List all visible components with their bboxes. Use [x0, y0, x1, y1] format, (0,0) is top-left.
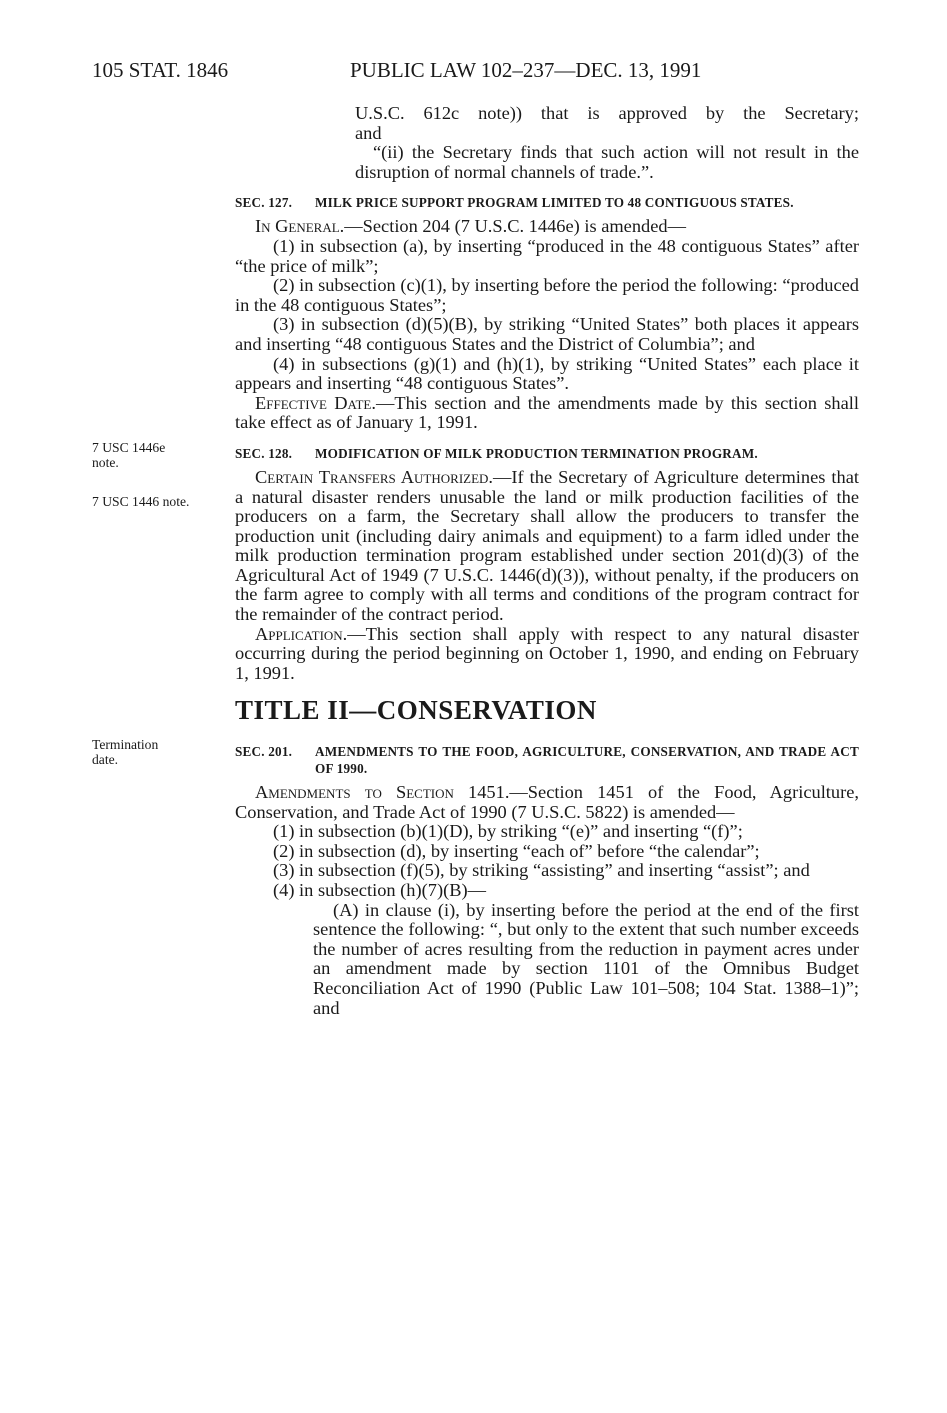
paragraph-continuation: U.S.C. 612c note)) that is approved by the Secretary;	[355, 103, 859, 123]
margin-note-usc-1446e: 7 USC 1446e note.	[92, 440, 166, 470]
margin-note-usc-1446: 7 USC 1446 note.	[92, 494, 190, 509]
paragraph-127-a-4: (4) in subsections (g)(1) and (h)(1), by striking “United States” each place it appears and inserting “48 contiguous States”.	[235, 353, 859, 394]
margin-note-termination-date: Termination date.	[92, 737, 159, 767]
subsection-201-a: Amendments to Section 1451.—Section 1451 of the Food, Agriculture, Conservation, and Trade Act of 1990 (7 U.S.C. 5822) is amended—	[235, 782, 859, 822]
title-heading: TITLE II—CONSERVATION	[235, 695, 597, 726]
paragraph-201-a-2: (2) in subsection (d), by inserting “each of” before “the calendar”;	[273, 840, 760, 861]
section-127-heading: SEC. 127. MILK PRICE SUPPORT PROGRAM LIMITED TO 48 CONTIGUOUS STATES.	[235, 195, 794, 211]
subsection-127-b: Effective Date.—This section and the amendments made by this section shall take effect as of January 1, 1991.	[235, 392, 860, 433]
subparagraph-201-a-4-A: (A) in clause (i), by inserting before the period at the end of the first sentence the following: “, but only to the extent that such number exceeds the number of acres resulting from the reduction in payment acres under an amendment made by section 1101 of the Omnibus Budget Reconciliation Act of 1990 (Public Law 101–508; 104 Stat. 1388–1)”; and	[313, 899, 859, 1018]
paragraph-continuation-end: and	[355, 122, 382, 143]
section-128-heading: SEC. 128. MODIFICATION OF MILK PRODUCTION TERMINATION PROGRAM.	[235, 445, 758, 461]
section-201-heading: SEC. 201. AMENDMENTS TO THE FOOD, AGRICULTURE, CONSERVATION, AND TRADE ACT OF 1990.	[235, 744, 859, 777]
running-head-law-title: PUBLIC LAW 102–237—DEC. 13, 1991	[350, 58, 702, 82]
paragraph-127-a-2: (2) in subsection (c)(1), by inserting before the period the following: “produced in the 48 contiguous States”;	[235, 275, 859, 315]
body-text	[235, 104, 859, 1018]
statute-page-number: 105 STAT. 1846	[92, 58, 229, 82]
paragraph-127-a-3: (3) in subsection (d)(5)(B), by striking “United States” both places it appears and inserting “48 contiguous States and the District of Columbia”; and	[235, 314, 859, 354]
subsection-127-a: In General.—Section 204 (7 U.S.C. 1446e) is amended—	[255, 216, 686, 237]
subsection-128-b: Application.—This section shall apply with respect to any natural disaster occurring during the period beginning on October 1, 1990, and ending on February 1, 1991.	[235, 623, 859, 683]
clause-ii: “(ii) the Secretary finds that such action will not result in the disruption of normal channels of trade.”.	[355, 142, 859, 182]
paragraph-127-a-1: (1) in subsection (a), by inserting “produced in the 48 contiguous States” after “the price of milk”;	[235, 235, 859, 276]
subsection-128-a: Certain Transfers Authorized.—If the Secretary of Agriculture determines that a natural disaster renders unusable the land or milk production facilities of the producers on a farm, the Secretary shall allow the producers to transfer the production unit (including dairy animals and equipment) to a farm idled under the milk production termination program established under section 201(d)(3) of the Agricultural Act of 1949 (7 U.S.C. 1446(d)(3)), without penalty, if the producers on the farm agree to comply with all terms and conditions of the program contract for the remainder of the contract period.	[235, 466, 859, 625]
paragraph-201-a-3: (3) in subsection (f)(5), by striking “assisting” and inserting “assist”; and	[273, 860, 810, 881]
paragraph-201-a-1: (1) in subsection (b)(1)(D), by striking “(e)” and inserting “(f)”;	[273, 821, 743, 842]
paragraph-201-a-4: (4) in subsection (h)(7)(B)—	[273, 880, 486, 900]
page-header	[92, 58, 862, 86]
